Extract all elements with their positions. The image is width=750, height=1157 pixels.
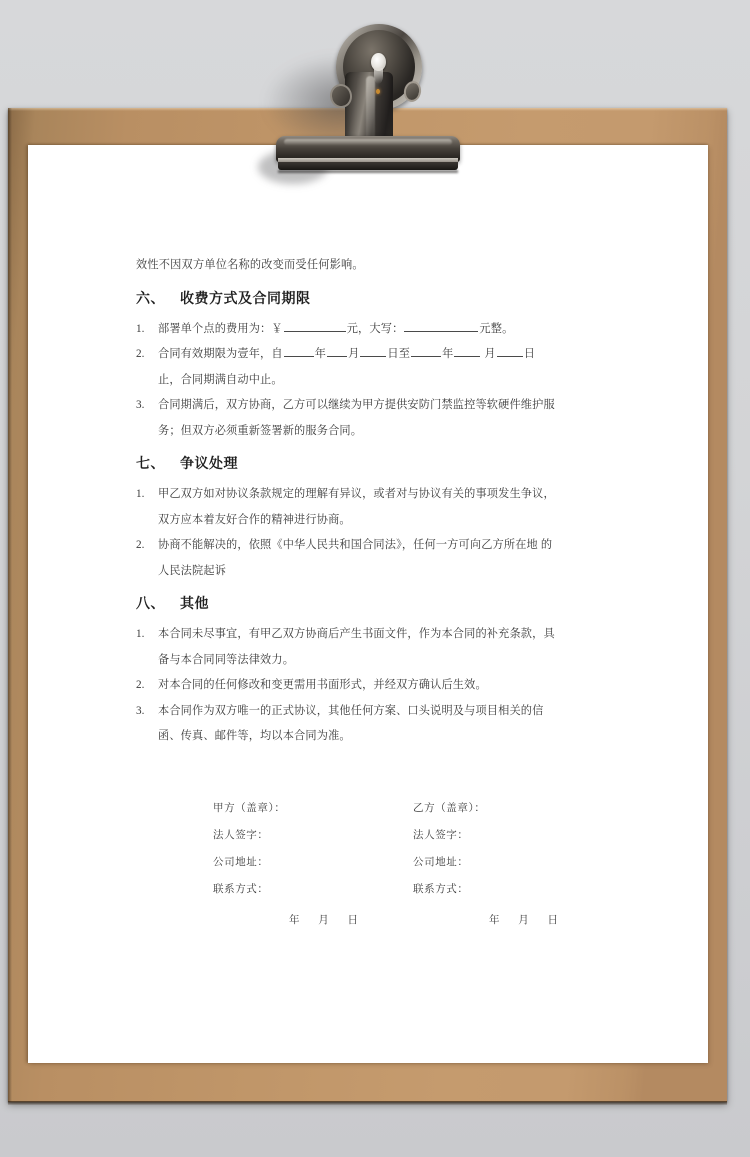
signature-row: [213, 795, 613, 822]
section-heading: [136, 450, 556, 480]
clause-text-run: 元整。: [479, 322, 514, 335]
signature-field-party-a[interactable]: 公司地址：: [213, 857, 269, 868]
section-number: 六、: [136, 291, 165, 307]
date-cell-party-a: [213, 907, 413, 934]
clause-number: 1.: [136, 628, 145, 640]
clause-text: [158, 342, 556, 393]
blank-fill-field[interactable]: [404, 319, 478, 332]
clause-number: 2.: [136, 348, 145, 360]
contract-paper: [28, 145, 708, 1063]
date-day-b: 日: [547, 915, 559, 926]
clause-number: 1.: [136, 322, 145, 335]
blank-fill-field[interactable]: [284, 319, 346, 332]
blank-fill-field[interactable]: [327, 344, 347, 357]
date-year-a: 年: [289, 915, 301, 926]
clause-text: [158, 533, 556, 584]
clause-number: 2.: [136, 539, 145, 551]
clause-text: [158, 673, 556, 699]
clause-text-run: 甲乙双方如对协议条款规定的理解有异议，或者对与协议有关的事项发生争议，双方应本着友好合作的精神进行协商。: [158, 488, 555, 526]
clause-number: 1.: [136, 488, 145, 500]
clause-text-run: 本合同未尽事宜，有甲乙双方协商后产生书面文件，作为本合同的补充条款，具备与本合同同等法律效力。: [158, 628, 555, 666]
signature-rows: [213, 795, 613, 903]
signature-row: [213, 849, 613, 876]
date-row: [213, 907, 613, 934]
clause-text: [158, 482, 556, 533]
date-month-a: 月: [318, 915, 330, 926]
board-left-shadow: [8, 108, 12, 1102]
clause-text-run: 日至: [387, 348, 411, 360]
section-title: 争议处理: [180, 457, 238, 472]
section-number: 八、: [136, 597, 165, 612]
document-text-column: [136, 253, 556, 750]
signature-block: [213, 795, 613, 934]
clip-clamp-bar-highlight: [284, 139, 452, 145]
clause-number: 2.: [136, 679, 145, 691]
clause-text-run: 部署单个点的费用为：￥: [158, 322, 283, 335]
clause-item: [136, 673, 556, 699]
clause-text-run: 日止，合同期满自动中止。: [158, 348, 536, 386]
clause-item: [136, 342, 556, 393]
blank-fill-field[interactable]: [411, 344, 441, 357]
clause-text: [158, 317, 556, 343]
signature-field-party-b[interactable]: 公司地址：: [413, 857, 469, 868]
clause-text-run: 元，大写：: [346, 322, 404, 335]
clip-amber-dot-icon: [376, 89, 380, 94]
date-cell-party-b: [413, 907, 613, 934]
signature-row: [213, 822, 613, 849]
clause-text: [158, 393, 556, 444]
signature-row: [213, 876, 613, 903]
contract-document: [28, 145, 708, 1063]
signature-field-party-b[interactable]: 法人签字：: [413, 830, 469, 841]
clause-item: [136, 482, 556, 533]
date-year-b: 年: [489, 915, 501, 926]
clause-text-run: 本合同作为双方唯一的正式协议，其他任何方案、口头说明及与项目相关的信函、传真、邮件等，均以本合同为准。: [158, 704, 544, 742]
clause-text-run: 年: [314, 348, 327, 360]
section-heading: [136, 285, 556, 315]
clause-item: [136, 317, 556, 343]
blank-fill-field[interactable]: [360, 344, 386, 357]
clause-text-run: 年: [442, 348, 454, 360]
blank-fill-field[interactable]: [454, 344, 480, 357]
clause-text-run: 合同期满后，双方协商，乙方可以继续为甲方提供安防门禁监控等软硬件维护服务；但双方必须重新签署新的服务合同。: [158, 399, 555, 437]
section-title: 收费方式及合同期限: [180, 291, 311, 307]
clause-number: 3.: [136, 704, 145, 717]
clause-text-run: 协商不能解决的，依照《中华人民共和国合同法》，任何一方可向乙方所在地 的人民法院起诉: [158, 539, 553, 577]
section-title: 其他: [180, 597, 209, 612]
signature-field-party-a[interactable]: 法人签字：: [213, 830, 269, 841]
clause-item: [136, 699, 556, 750]
clause-item: [136, 393, 556, 444]
clause-text-run: 月: [348, 348, 360, 360]
section-heading: [136, 590, 556, 620]
date-month-b: 月: [518, 915, 530, 926]
clause-text-run: 月: [481, 348, 496, 360]
signature-field-party-b[interactable]: 乙方（盖章）：: [413, 803, 486, 814]
signature-field-party-b[interactable]: 联系方式：: [413, 884, 469, 895]
continued-paragraph: 效性不因双方单位名称的改变而受任何影响。: [136, 259, 364, 271]
document-sections: [136, 285, 556, 750]
blank-fill-field[interactable]: [284, 344, 314, 357]
clause-text-run: 合同有效期限为壹年，自: [158, 348, 283, 360]
clause-text: [158, 699, 556, 750]
clause-text: [158, 622, 556, 673]
binder-clip: [0, 0, 750, 200]
blank-fill-field[interactable]: [497, 344, 523, 357]
clause-number: 3.: [136, 399, 145, 411]
clause-text-run: 对本合同的任何修改和变更需用书面形式，并经双方确认后生效。: [158, 679, 487, 691]
date-day-a: 日: [347, 915, 359, 926]
clause-item: [136, 533, 556, 584]
signature-field-party-a[interactable]: 甲方（盖章）：: [213, 803, 286, 814]
clause-item: [136, 622, 556, 673]
board-bottom-edge: [8, 1101, 727, 1105]
section-number: 七、: [136, 457, 165, 472]
clip-hole-reflection: [374, 68, 383, 84]
clip-clamp-bar-band-dark: [278, 162, 458, 170]
clip-clamp-bar-edge-shadow: [278, 170, 458, 173]
signature-field-party-a[interactable]: 联系方式：: [213, 884, 269, 895]
